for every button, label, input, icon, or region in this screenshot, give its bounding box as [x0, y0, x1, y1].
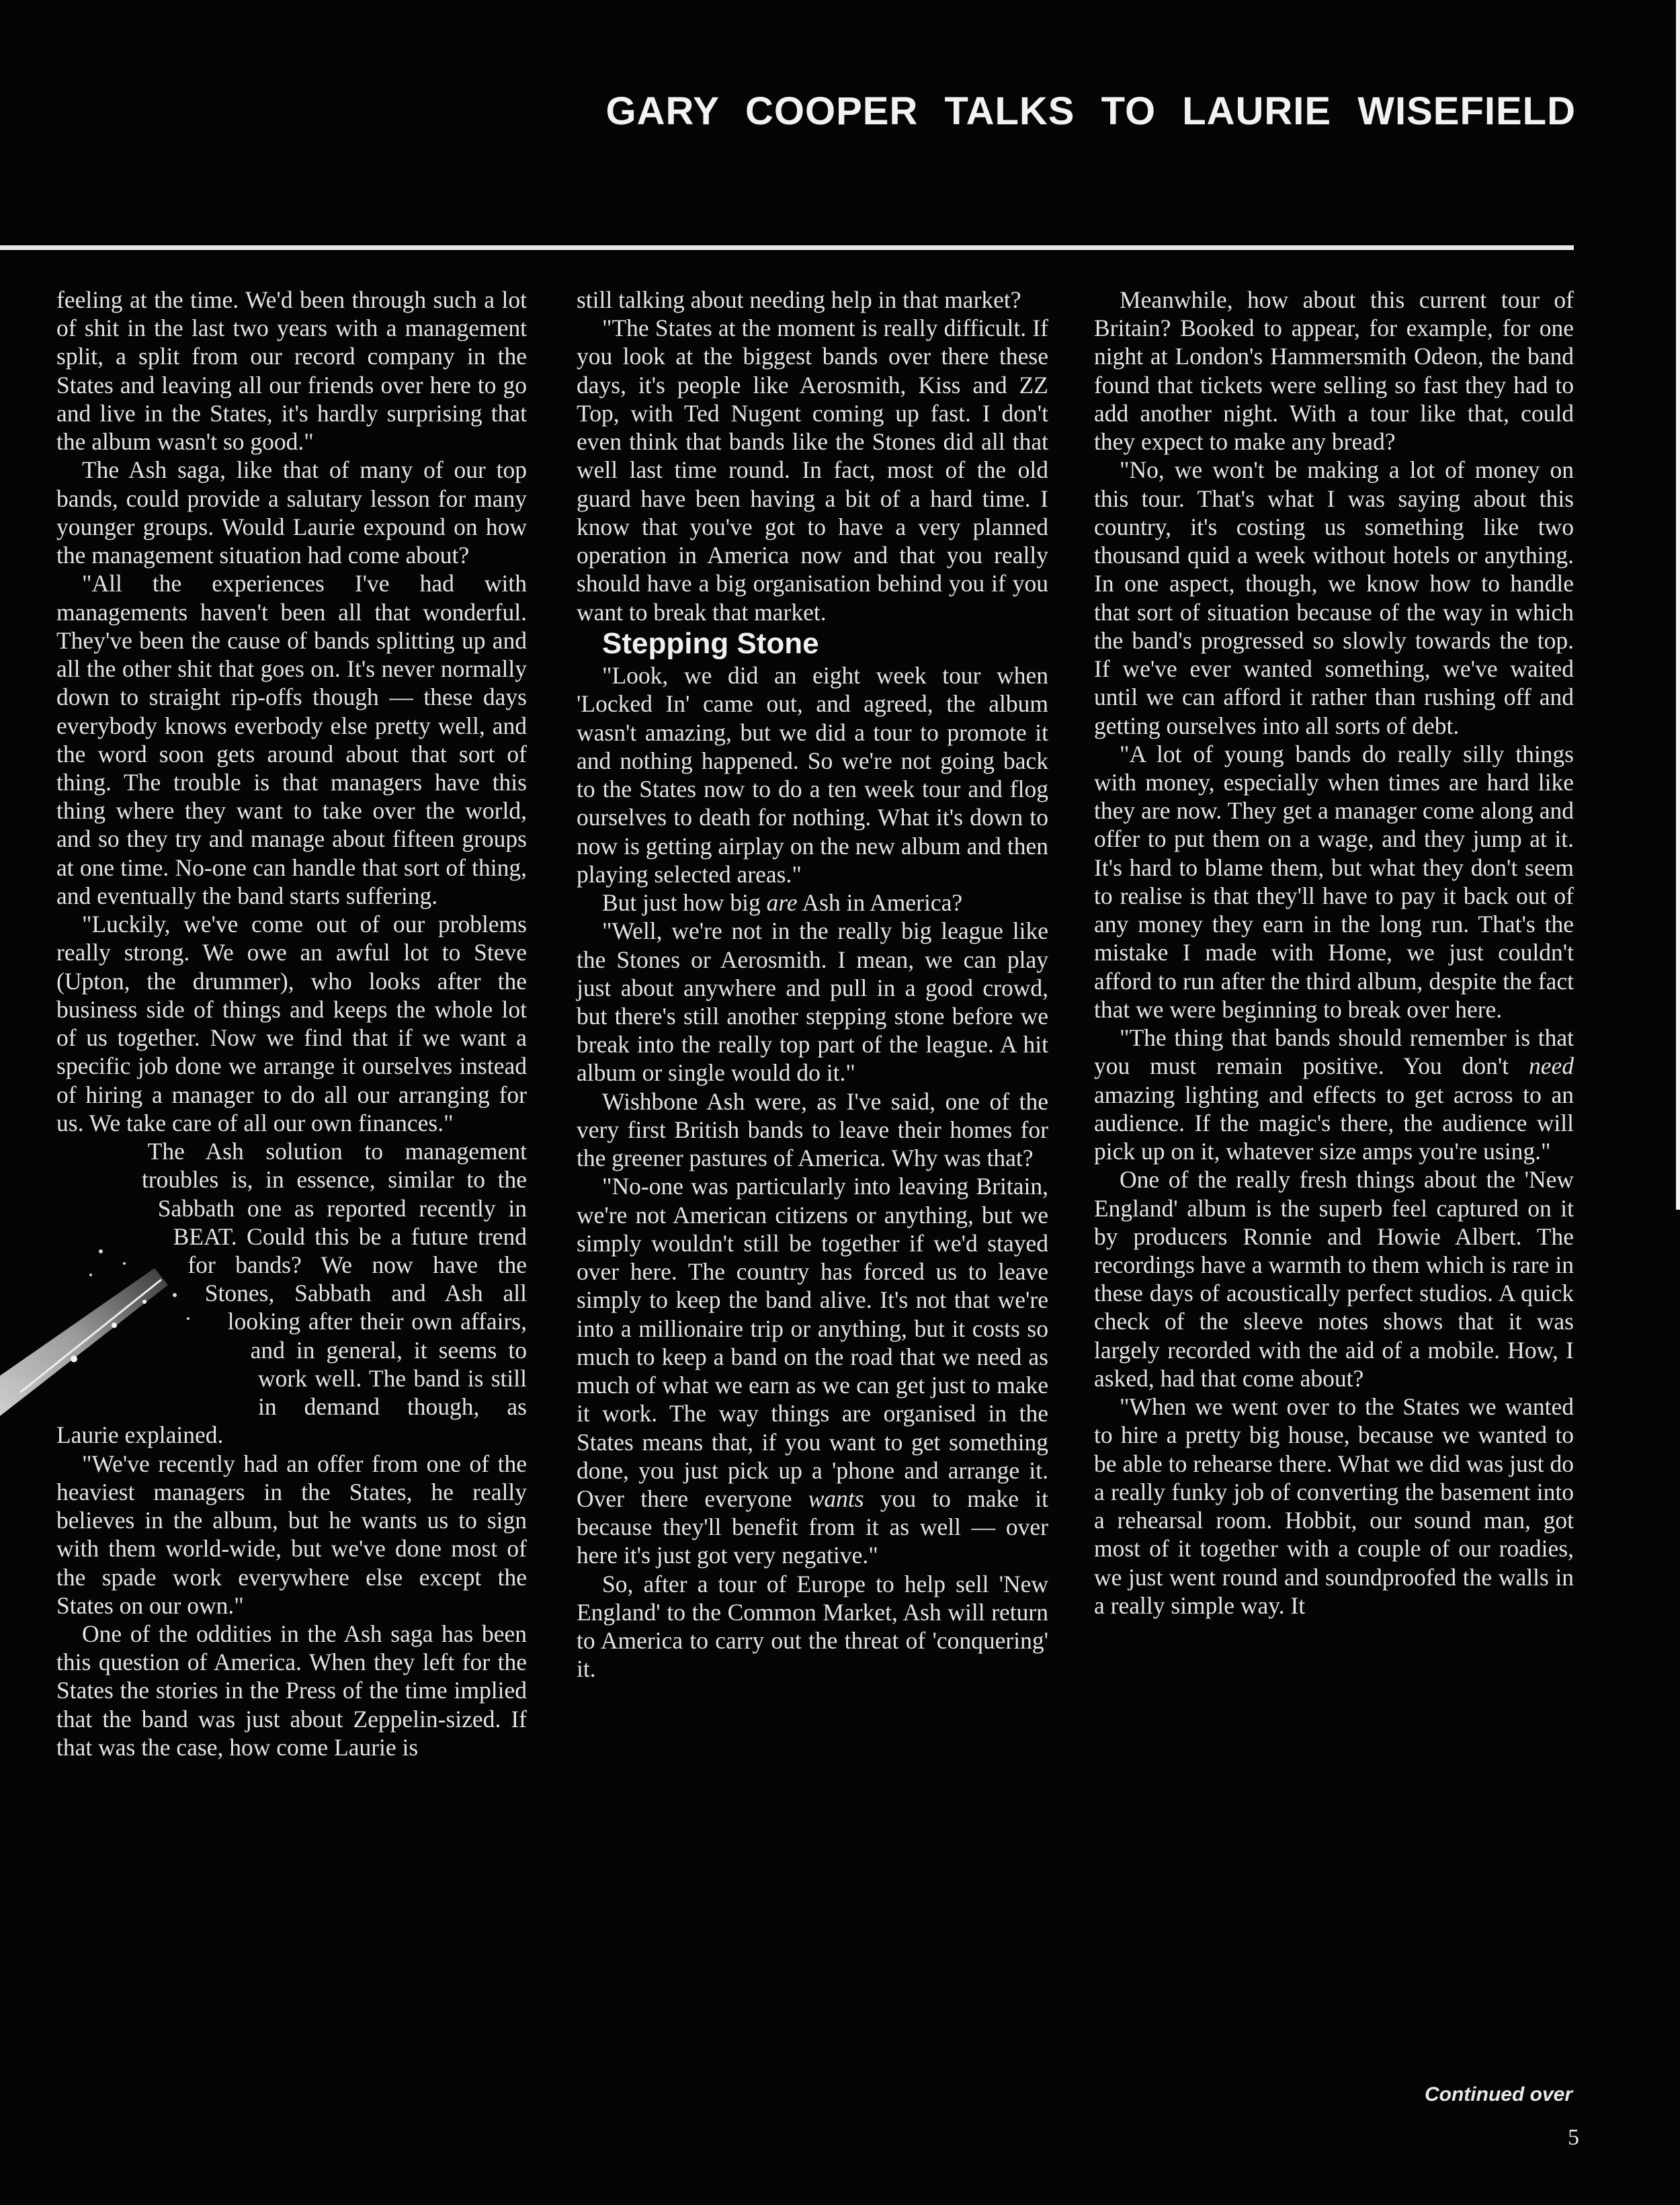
emphasis: are [766, 889, 798, 917]
emphasis: wants [808, 1485, 864, 1512]
paragraph: One of the oddities in the Ash saga has been this question of America. When they left for the States the stories in the Press of the time implied that the band was just about Zeppelin-sized. If that was the case, how come Laurie is [56, 1620, 527, 1761]
paragraph: Meanwhile, how about this current tour of Britain? Booked to appear, for example, for one night at London's Hammersmith Odeon, the band found that tickets were selling so fast they had to add another night. With a tour like that, could they expect to make any bread? [1094, 286, 1574, 456]
paragraph: The Ash saga, like that of many of our top bands, could provide a salutary lesson for many younger groups. Would Laurie expound on how the management situation had come about? [56, 456, 527, 569]
text-run: you to make it because they'll benefit from it as well — over here it's just got very negative." [577, 1485, 1048, 1569]
text-run: "No-one was particularly into leaving Britain, we're not American citizens or anything, but we simply wouldn't still be together if we'd stayed over here. The country has forced us to leave simply to keep the band alive. It's not that we're into a millionaire trip or anything, but it costs so much to keep a band on the road that we need as much of what we earn as we can get just to make it work. The way things are organised in the States means that, if you want to get something done, you just pick up a 'phone and arrange it. Over there everyone [577, 1173, 1048, 1512]
article-headline: GARY COOPER TALKS TO LAURIE WISEFIELD [605, 89, 1576, 133]
paragraph: "The States at the moment is really difficult. If you look at the biggest bands over there these days, it's people like Aerosmith, Kiss and ZZ Top, with Ted Nugent coming up fast. I don't even think that bands like the Stones did all that well last time round. In fact, most of the old guard have been having a bit of a hard time. I know that you've got to have a very planned operation in America now and that you really should have a big organisation behind you if you want to break that market. [577, 315, 1048, 626]
continued-over-label: Continued over [1424, 2083, 1572, 2106]
page-edge [1676, 0, 1680, 1210]
page-number: 5 [1568, 2125, 1579, 2150]
paragraph: feeling at the time. We'd been through such a lot of shit in the last two years with a management split, a split from our record company in the States and leaving all our friends over here to go and live in the States, it's hardly surprising that the album wasn't so good." [56, 286, 527, 456]
paragraph: "A lot of young bands do really silly things with money, especially when times are hard like they are now. They get a manager come along and offer to put them on a wage, and they jump at it. It's hard to blame them, but what they don't seem to realise is that they'll have to pay it back out of any money they earn in the long run. That's the mistake I made with Home, we just couldn't afford to run after the third album, despite the fact that we were beginning to break over here. [1094, 740, 1574, 1023]
paragraph [1094, 1024, 1574, 1165]
paragraph: still talking about needing help in that market? [577, 286, 1021, 313]
paragraph [577, 1172, 1048, 1569]
paragraph: "Look, we did an eight week tour when 'Locked In' came out, and agreed, the album wasn't amazing, but we did a tour to promote it and nothing happened. So we're not going back to the States now to do a ten week tour and flog ourselves to death for nothing. What it's down to now is getting airplay on the new album and then playing selected areas." [577, 662, 1048, 888]
paragraph: So, after a tour of Europe to help sell 'New England' to the Common Market, Ash will return to America to carry out the threat of 'conquering' it. [577, 1570, 1048, 1683]
header-rule [0, 245, 1574, 250]
text-run: But just how big [602, 889, 767, 917]
paragraph: "We've recently had an offer from one of the heaviest managers in the States, he really believes in the album, but he wants us to sign with them world-wide, but we've done most of the spade work everywhere else except the States on our own." [56, 1450, 527, 1619]
paragraph: "No, we won't be making a lot of money on this tour. That's what I was saying about this country, it's costing us something like two thousand quid a week without hotels or anything. In one aspect, though, we know how to handle that sort of situation because of the way in which the band's progressed so slowly towards the top. If we've ever wanted something, we've waited until we can afford it rather than rushing off and getting ourselves into all sorts of debt. [1094, 456, 1574, 739]
column-2 [577, 286, 1048, 1683]
subheading: Stepping Stone [602, 626, 819, 660]
paragraph: "When we went over to the States we wanted to hire a pretty big house, because we wanted to be able to rehearse there. What we did was just do a really funky job of converting the basement into a rehearsal room. Hobbit, our sound man, got most of it together with a couple of our roadies, we just went round and soundproofed the walls in a really simple way. It [1094, 1393, 1574, 1619]
guitar-photo-cutout [56, 1137, 258, 1406]
guitar-neck-icon [0, 1231, 255, 1446]
paragraph: "Luckily, we've come out of our problems really strong. We owe an awful lot to Steve (Upton, the drummer), who looks after the business side of things and keeps the whole lot of us together. Now we find that if we want a specific job done we arrange it ourselves instead of hiring a manager to do all our arranging for us. We take care of all our own finances." [56, 911, 527, 1136]
paragraph: Wishbone Ash were, as I've said, one of the very first British bands to leave their homes for the greener pastures of America. Why was that? [577, 1087, 1048, 1172]
paragraph: One of the really fresh things about the 'New England' album is the superb feel captured on it by producers Ronnie and Howie Albert. The recordings have a warmth to them which is rare in these days of acoustically perfect studios. A quick check of the sleeve notes shows that it was largely recorded with the aid of a mobile. How, I asked, had that come about? [1094, 1166, 1574, 1392]
paragraph: The Ash solution to management troubles is, in essence, similar to the Sabbath one as reported recently in BEAT. Could this be a future trend for bands? We now have the Stones, Sabbath and Ash all looking after their own affairs, and in general, it seems to work well. The band is still in demand though, as Laurie explained. [56, 1138, 527, 1449]
text-run: "The thing that bands should remember is that you must remain positive. You don't [1094, 1024, 1574, 1080]
paragraph: "Well, we're not in the really big league like the Stones or Aerosmith. I mean, we can play just about anywhere and pull in a good crowd, but there's still another stepping stone before we break into the really top part of the league. A hit album or single would do it." [577, 917, 1048, 1087]
text-run: Ash in America? [797, 889, 963, 917]
column-1 [56, 286, 527, 1761]
emphasis: need [1528, 1052, 1574, 1080]
paragraph: "All the experiences I've had with managements haven't been all that wonderful. They've been the cause of bands splitting up and all the other shit that goes on. It's never normally down to straight rip-offs though — these days everybody knows everbody else pretty well, and the word soon gets around about that sort of thing. The trouble is that managers have this thing where they want to take over the world, and so they try and manage about fifteen groups at one time. No-one can handle that sort of thing, and eventually the band starts suffering. [56, 570, 527, 909]
column-3 [1094, 286, 1574, 1620]
paragraph [577, 888, 1048, 917]
text-run: amazing lighting and effects to get across to an audience. If the magic's there, the audience will pick up on it, whatever size amps you're using." [1094, 1081, 1574, 1165]
